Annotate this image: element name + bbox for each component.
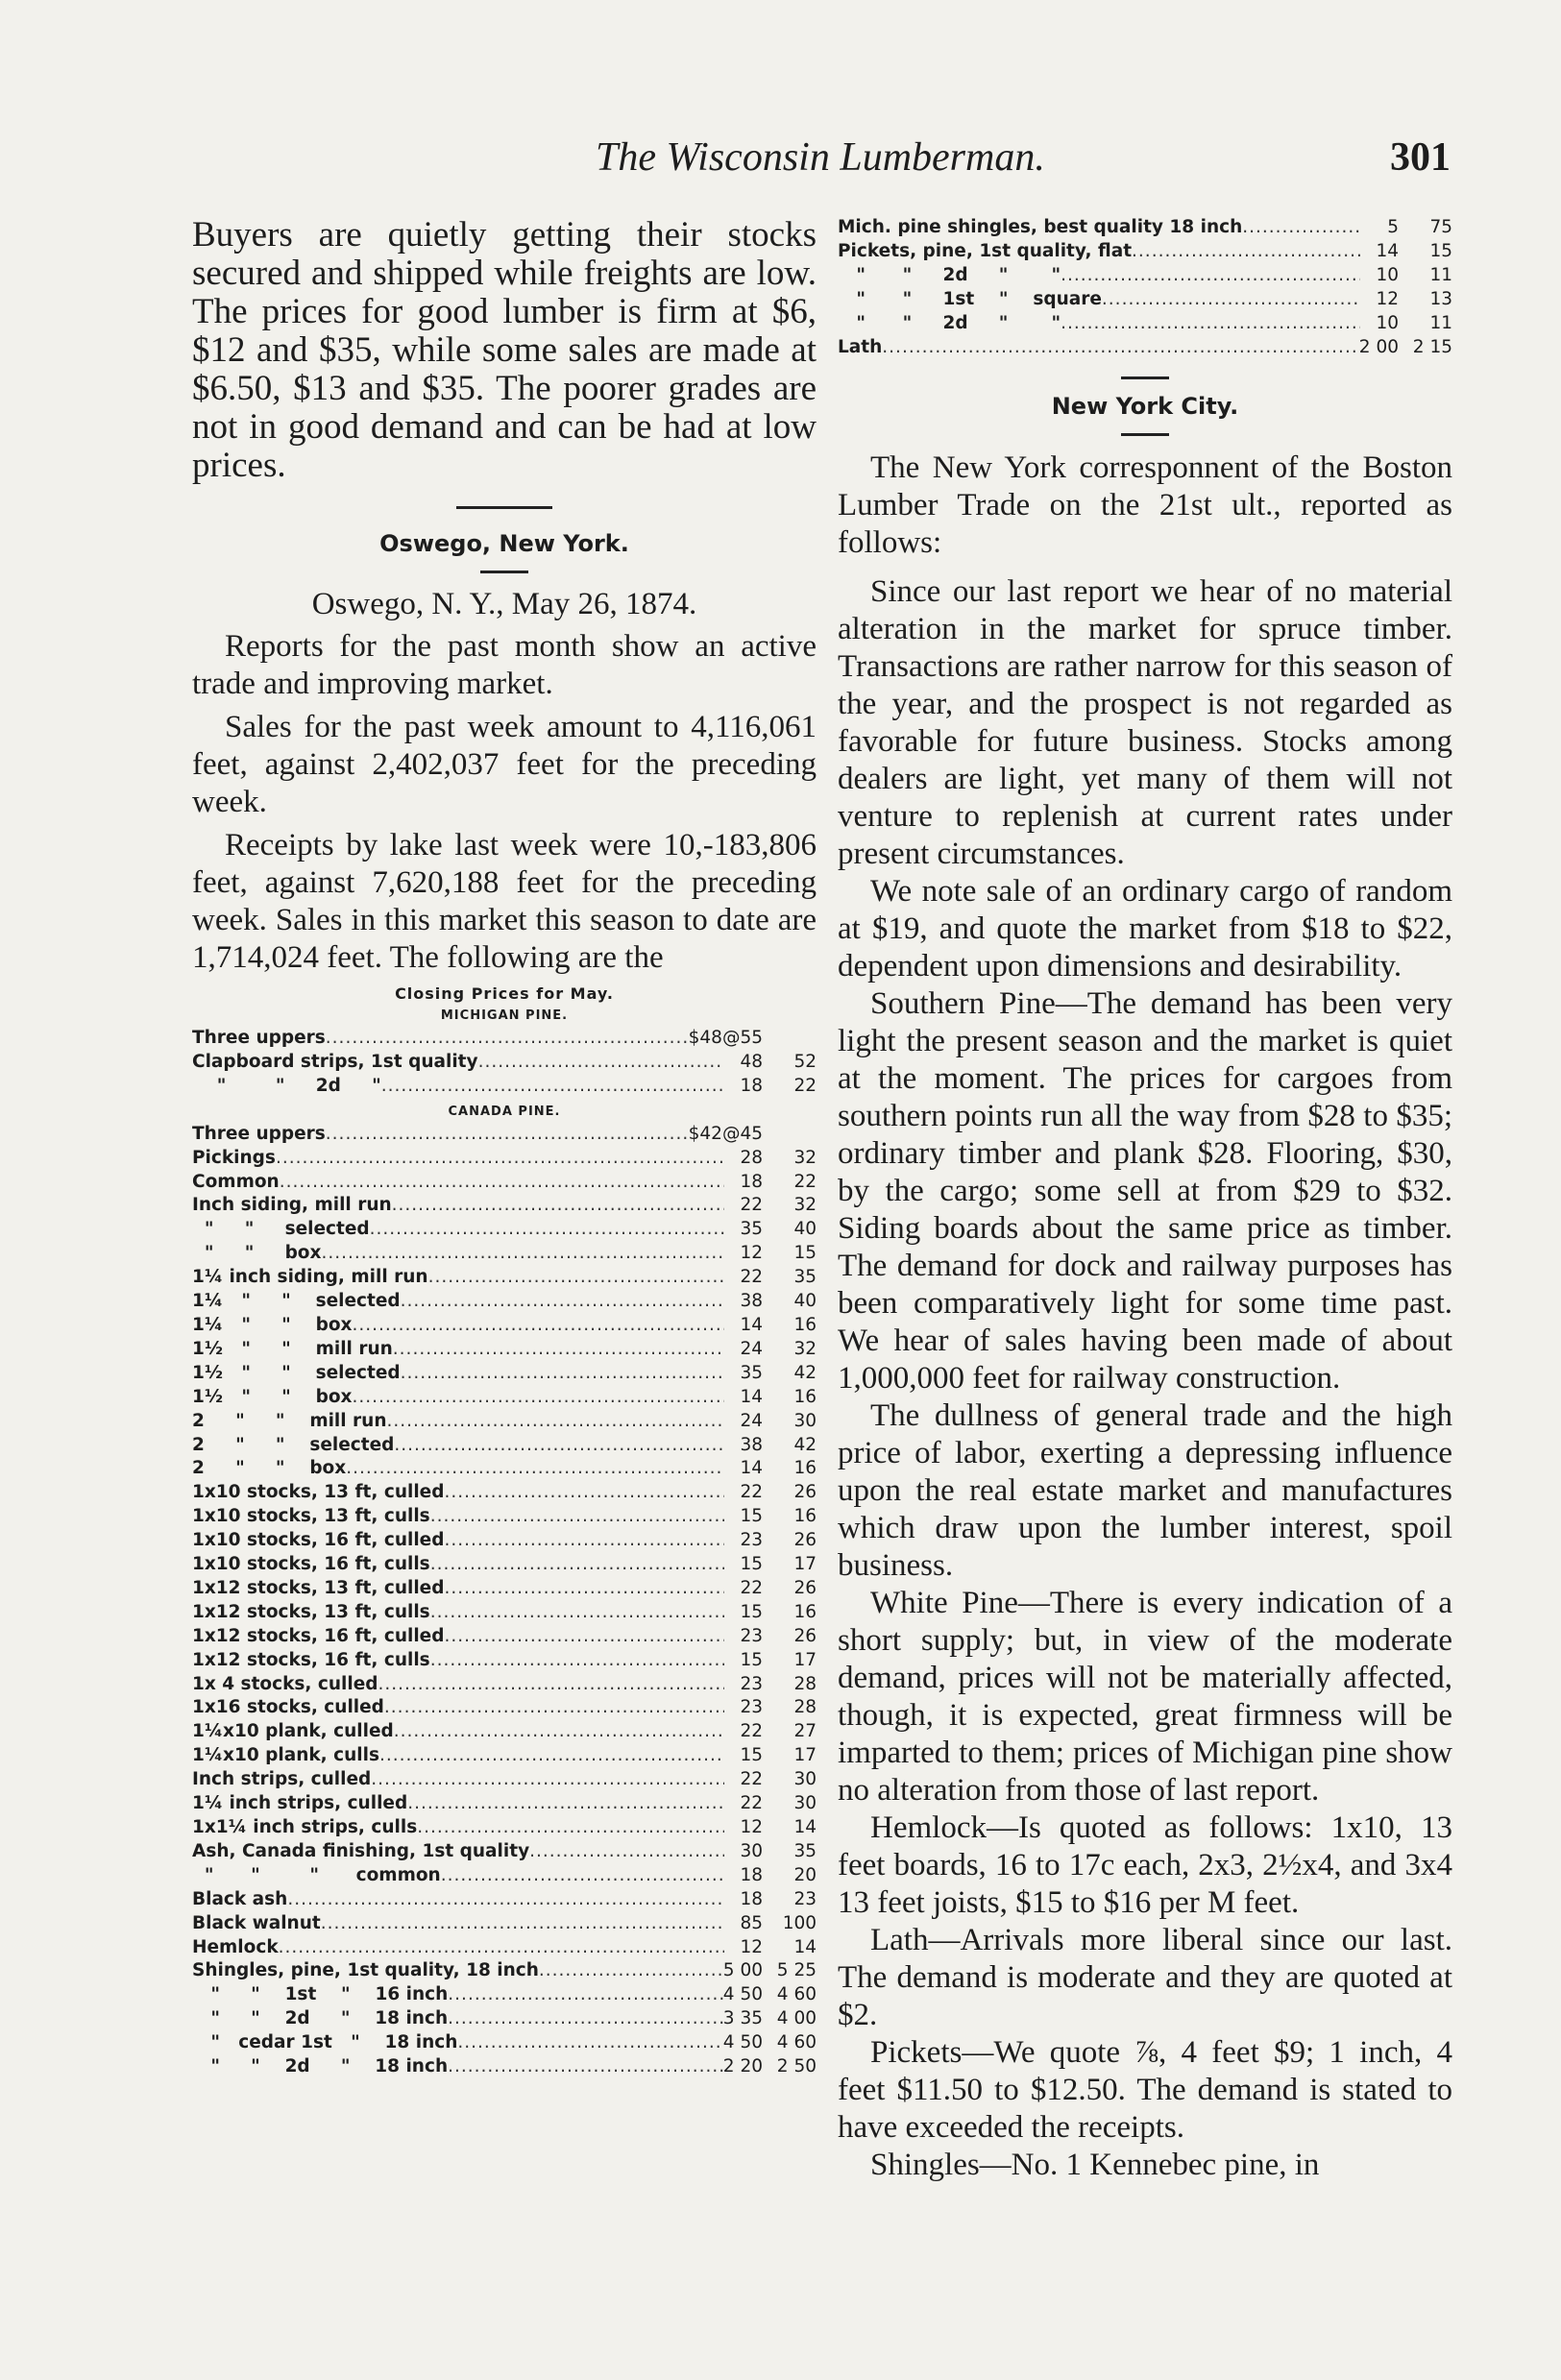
- leader-dots: [882, 336, 1359, 360]
- leader-dots: [1061, 312, 1360, 336]
- leader-dots: [326, 1027, 689, 1051]
- running-title: The Wisconsin Lumberman.: [596, 135, 1045, 180]
- price-item-label: Black walnut: [192, 1912, 321, 1933]
- price-item-label: Pickings: [192, 1147, 276, 1168]
- leader-dots: [539, 1959, 723, 1983]
- heading-divider: [1121, 433, 1169, 436]
- price-high: 26: [793, 1577, 817, 1598]
- price-item-label: 2 " " box: [192, 1458, 347, 1479]
- section-heading-oswego: Oswego, New York.: [379, 530, 629, 557]
- price-high: 40: [793, 1291, 817, 1312]
- price-high: 16: [793, 1386, 817, 1407]
- paragraph: Receipts by lake last week were 10,-183,806 feet, against 7,620,188 feet for the preceding week. Sales in this market this season to date are 1,714,024 feet. The following are the: [192, 828, 817, 975]
- price-item-label: 1x10 stocks, 16 ft, culls: [192, 1554, 430, 1575]
- price-row: [192, 1051, 817, 1075]
- price-item-label: " " box: [192, 1243, 322, 1264]
- price-low: 85: [740, 1912, 763, 1933]
- price-low: $42@45: [688, 1123, 763, 1144]
- leader-dots: [280, 1171, 724, 1195]
- price-high: 16: [793, 1601, 817, 1622]
- price-item-label: " " 2d " ": [838, 312, 1061, 333]
- price-item-label: 1x 4 stocks, culled: [192, 1673, 378, 1694]
- price-item-label: " " 1st " square: [838, 288, 1102, 309]
- price-item-label: 1¼x10 plank, culls: [192, 1745, 379, 1766]
- price-high: 16: [793, 1506, 817, 1527]
- dateline: Oswego, N. Y., May 26, 1874.: [311, 587, 697, 621]
- price-row: [192, 1888, 817, 1912]
- price-item-label: 1½ " " box: [192, 1386, 353, 1407]
- price-item-label: 1x10 stocks, 16 ft, culled: [192, 1530, 445, 1551]
- price-item-label: 1¼ inch siding, mill run: [192, 1267, 428, 1288]
- price-row: [192, 1529, 817, 1553]
- leader-dots: [352, 1386, 724, 1410]
- leader-dots: [384, 1696, 724, 1720]
- price-row: [192, 1266, 817, 1290]
- price-row: [192, 1314, 817, 1338]
- price-low: 12: [1376, 288, 1399, 309]
- price-row: [192, 1027, 817, 1051]
- price-high: 42: [793, 1362, 817, 1383]
- price-low: 23: [740, 1530, 763, 1551]
- canada-pine-heading: CANADA PINE.: [448, 1104, 561, 1119]
- price-high: 14: [793, 1936, 817, 1957]
- price-low: 24: [740, 1338, 763, 1359]
- paragraph: Sales for the past week amount to 4,116,061 feet, against 2,402,037 feet for the preceding week.: [192, 710, 817, 819]
- leader-dots: [392, 1194, 724, 1218]
- leader-dots: [321, 1242, 724, 1266]
- leader-dots: [401, 1290, 724, 1314]
- price-row: [192, 1457, 817, 1481]
- price-item-label: 1¼ inch strips, culled: [192, 1793, 408, 1814]
- shingles-pickets-price-list: [838, 216, 1452, 359]
- price-row: [192, 1434, 817, 1458]
- price-row: [192, 1744, 817, 1768]
- leader-dots: [1061, 264, 1360, 288]
- price-low: 38: [740, 1291, 763, 1312]
- price-row: [192, 1218, 817, 1242]
- price-item-label: " " 2d " ": [838, 264, 1061, 285]
- leader-dots: [371, 1768, 724, 1792]
- price-low: 12: [740, 1936, 763, 1957]
- price-item-label: Inch siding, mill run: [192, 1195, 392, 1216]
- section-divider: [1121, 376, 1169, 379]
- price-item-label: Pickets, pine, 1st quality, flat: [838, 240, 1133, 261]
- price-low: 22: [740, 1577, 763, 1598]
- price-high: 4 60: [776, 1984, 817, 2005]
- price-row: [192, 2007, 817, 2031]
- price-row: [192, 1338, 817, 1362]
- price-high: 11: [1429, 264, 1452, 285]
- price-high: 52: [793, 1051, 817, 1072]
- price-item-label: " " selected: [192, 1219, 370, 1240]
- price-high: 4 00: [776, 2008, 817, 2029]
- price-row: [838, 336, 1452, 360]
- price-row: [192, 2055, 817, 2079]
- price-low: 14: [740, 1314, 763, 1335]
- price-high: 75: [1429, 217, 1452, 237]
- price-high: 30: [793, 1410, 817, 1431]
- price-low: 23: [740, 1697, 763, 1718]
- price-high: 27: [793, 1721, 817, 1742]
- price-low: 14: [740, 1386, 763, 1407]
- price-high: 22: [793, 1075, 817, 1096]
- price-row: [192, 1123, 817, 1147]
- price-high: 16: [793, 1314, 817, 1335]
- price-low: 18: [740, 1171, 763, 1192]
- price-high: 2 15: [1412, 336, 1452, 357]
- price-low: $48@55: [688, 1028, 763, 1048]
- leader-dots: [394, 1434, 724, 1458]
- price-item-label: Clapboard strips, 1st quality: [192, 1051, 478, 1072]
- price-row: [192, 1625, 817, 1649]
- leader-dots: [444, 1481, 724, 1505]
- paragraph: Pickets—We quote ⅞, 4 feet $9; 1 inch, 4 feet $11.50 to $12.50. The demand is stated to have exceeded the receipts.: [838, 2035, 1452, 2146]
- price-item-label: Three uppers: [192, 1028, 326, 1048]
- leader-dots: [448, 2055, 723, 2079]
- leader-dots: [276, 1147, 724, 1171]
- price-high: 40: [793, 1219, 817, 1240]
- price-high: 28: [793, 1697, 817, 1718]
- leader-dots: [326, 1123, 689, 1147]
- price-low: 15: [740, 1601, 763, 1622]
- price-low: 23: [740, 1673, 763, 1694]
- price-row: [192, 1912, 817, 1936]
- price-high: 15: [1429, 240, 1452, 261]
- price-row: [192, 1505, 817, 1529]
- canada-price-list: [192, 1123, 817, 2079]
- leader-dots: [478, 1051, 724, 1075]
- leader-dots: [444, 1625, 724, 1649]
- price-high: 13: [1429, 288, 1452, 309]
- price-row: [192, 1983, 817, 2007]
- price-item-label: 2 " " selected: [192, 1434, 395, 1455]
- price-item-label: 1x10 stocks, 13 ft, culled: [192, 1482, 445, 1503]
- price-high: 14: [793, 1817, 817, 1837]
- price-low: 14: [1376, 240, 1399, 261]
- price-item-label: 1x16 stocks, culled: [192, 1697, 384, 1718]
- price-low: 5: [1387, 217, 1399, 237]
- price-low: 4 50: [722, 1984, 763, 2005]
- price-row: [192, 1936, 817, 1960]
- leader-dots: [279, 1936, 724, 1960]
- price-row: [192, 1816, 817, 1840]
- price-high: 35: [793, 1840, 817, 1861]
- price-row: [192, 1959, 817, 1983]
- price-item-label: Hemlock: [192, 1936, 279, 1957]
- price-row: [192, 1601, 817, 1625]
- price-row: [192, 1673, 817, 1697]
- price-table-title: Closing Prices for May.: [395, 984, 614, 1003]
- price-item-label: " " 1st " 16 inch: [192, 1984, 449, 2005]
- leader-dots: [287, 1888, 724, 1912]
- leader-dots: [444, 1577, 724, 1601]
- price-low: 23: [740, 1625, 763, 1646]
- new-york-report: [838, 573, 1452, 2184]
- price-row: [192, 1553, 817, 1577]
- price-low: 22: [740, 1482, 763, 1503]
- heading-divider: [480, 571, 528, 573]
- leader-dots: [428, 1266, 724, 1290]
- price-high: 16: [793, 1458, 817, 1479]
- price-item-label: " " 2d " 18 inch: [192, 2056, 449, 2077]
- right-column: [838, 216, 1452, 2184]
- leader-dots: [352, 1314, 724, 1338]
- price-low: 12: [740, 1243, 763, 1264]
- leader-dots: [417, 1816, 724, 1840]
- price-row: [838, 240, 1452, 264]
- price-high: 32: [793, 1147, 817, 1168]
- price-item-label: Three uppers: [192, 1123, 326, 1144]
- price-low: 14: [740, 1458, 763, 1479]
- intro-paragraph: Buyers are quietly getting their stocks secured and shipped while freights are low. The prices for good lumber is firm at $6, $12 and $35, while some sales are made at $6.50, $13 and $35. The poorer grades are not in good demand and can be had at low prices.: [192, 215, 817, 485]
- price-row: [192, 1768, 817, 1792]
- price-item-label: Shingles, pine, 1st quality, 18 inch: [192, 1960, 539, 1981]
- price-item-label: 1¼ " " selected: [192, 1291, 401, 1312]
- price-high: 17: [793, 1554, 817, 1575]
- price-row: [192, 1649, 817, 1673]
- price-row: [192, 1362, 817, 1386]
- price-low: 24: [740, 1410, 763, 1431]
- price-item-label: 1x12 stocks, 13 ft, culled: [192, 1577, 445, 1598]
- price-low: 12: [740, 1817, 763, 1837]
- price-item-label: Mich. pine shingles, best quality 18 inch: [838, 217, 1243, 237]
- price-row: [192, 1410, 817, 1434]
- price-high: 23: [793, 1888, 817, 1909]
- price-low: 22: [740, 1769, 763, 1790]
- price-high: 26: [793, 1482, 817, 1503]
- paragraph: The New York corresponnent of the Boston Lumber Trade on the 21st ult., reported as follows:: [838, 450, 1452, 561]
- leader-dots: [1242, 216, 1360, 240]
- price-item-label: Inch strips, culled: [192, 1769, 372, 1790]
- paragraph: Hemlock—Is quoted as follows: 1x10, 13 feet boards, 16 to 17c each, 2x3, 2½x4, and 3x4 13 feet joists, $15 to $16 per M feet.: [838, 1810, 1452, 1921]
- price-low: 22: [740, 1267, 763, 1288]
- price-low: 15: [740, 1745, 763, 1766]
- price-row: [838, 312, 1452, 336]
- price-high: 17: [793, 1745, 817, 1766]
- price-low: 15: [740, 1506, 763, 1527]
- price-row: [838, 264, 1452, 288]
- leader-dots: [407, 1792, 724, 1816]
- leader-dots: [381, 1075, 724, 1099]
- leader-dots: [441, 1864, 724, 1888]
- price-item-label: " " 2d ": [192, 1075, 381, 1096]
- price-high: 2 50: [776, 2056, 817, 2077]
- section-divider: [456, 506, 552, 509]
- price-row: [192, 1242, 817, 1266]
- leader-dots: [529, 1840, 724, 1864]
- price-item-label: Black ash: [192, 1888, 288, 1909]
- price-low: 38: [740, 1434, 763, 1455]
- price-item-label: Ash, Canada finishing, 1st quality: [192, 1840, 530, 1861]
- price-low: 48: [740, 1051, 763, 1072]
- leader-dots: [448, 2007, 723, 2031]
- price-item-label: 1x10 stocks, 13 ft, culls: [192, 1506, 430, 1527]
- price-low: 2 20: [722, 2056, 763, 2077]
- price-low: 22: [740, 1721, 763, 1742]
- leader-dots: [1102, 288, 1360, 312]
- price-item-label: 1x12 stocks, 16 ft, culled: [192, 1625, 445, 1646]
- leader-dots: [444, 1529, 724, 1553]
- price-low: 22: [740, 1195, 763, 1216]
- price-item-label: Common: [192, 1171, 280, 1192]
- paragraph: Southern Pine—The demand has been very light the present season and the market is quiet at the moment. The prices for cargoes from southern points run all the way from $28 to $35; ordinary timber and plank $28. Flooring, $30, by the cargo; some sell at from $29 to $32. Siding boards about the same price as timber. The demand for dock and railway purposes has been comparatively light for some time past. We hear of sales having been made of about 1,000,000 feet for railway construction.: [838, 986, 1452, 1396]
- price-row: [192, 1171, 817, 1195]
- price-row: [192, 1481, 817, 1505]
- price-item-label: " cedar 1st " 18 inch: [192, 2032, 458, 2053]
- price-high: 26: [793, 1625, 817, 1646]
- price-item-label: 2 " " mill run: [192, 1410, 387, 1431]
- price-high: 35: [793, 1267, 817, 1288]
- price-high: 4 60: [776, 2032, 817, 2053]
- leader-dots: [346, 1457, 724, 1481]
- price-item-label: 1x12 stocks, 13 ft, culls: [192, 1601, 430, 1622]
- paragraph: Shingles—No. 1 Kennebec pine, in: [870, 2148, 1320, 2183]
- price-row: [192, 1290, 817, 1314]
- paragraph: Lath—Arrivals more liberal since our last. The demand is moderate and they are quoted at $2.: [838, 1923, 1452, 2033]
- price-item-label: 1¼x10 plank, culled: [192, 1721, 394, 1742]
- price-low: 5 00: [722, 1960, 763, 1981]
- paragraph: Since our last report we hear of no material alteration in the market for spruce timber. Transactions are rather narrow for this season of the year, and the prospect is not regarded as favorable for future business. Stocks among dealers are light, yet many of them will not venture to replenish at current rates under present circumstances.: [838, 574, 1452, 872]
- price-row: [192, 1792, 817, 1816]
- paragraph: We note sale of an ordinary cargo of random at $19, and quote the market from $18 to $22, dependent upon dimensions and desirability.: [838, 874, 1452, 984]
- price-high: 22: [793, 1171, 817, 1192]
- price-high: 32: [793, 1338, 817, 1359]
- price-high: 28: [793, 1673, 817, 1694]
- price-low: 10: [1376, 312, 1399, 333]
- price-low: 18: [740, 1075, 763, 1096]
- price-low: 35: [740, 1362, 763, 1383]
- leader-dots: [321, 1912, 724, 1936]
- leader-dots: [430, 1649, 724, 1673]
- price-low: 18: [740, 1888, 763, 1909]
- price-high: 26: [793, 1530, 817, 1551]
- leader-dots: [370, 1218, 724, 1242]
- paragraph: White Pine—There is every indication of a short supply; but, in view of the moderate demand, prices will not be materially affected, though, it is expected, great firmness will be imparted to them; prices of Michigan pine show no alteration from those of last report.: [838, 1586, 1452, 1809]
- leader-dots: [430, 1601, 724, 1625]
- price-low: 15: [740, 1649, 763, 1670]
- section-heading-new-york: New York City.: [1051, 393, 1239, 421]
- leader-dots: [430, 1553, 724, 1577]
- leader-dots: [378, 1673, 724, 1697]
- price-low: 15: [740, 1554, 763, 1575]
- price-item-label: 1x12 stocks, 16 ft, culls: [192, 1649, 430, 1670]
- price-item-label: Lath: [838, 336, 883, 357]
- leader-dots: [401, 1362, 724, 1386]
- page-header: [192, 134, 1460, 192]
- paragraph: The dullness of general trade and the high price of labor, exerting a depressing influence upon the real estate market and manufactures which draw upon the lumber interest, spoil business.: [838, 1398, 1452, 1584]
- price-low: 35: [740, 1219, 763, 1240]
- price-row: [192, 1386, 817, 1410]
- price-high: 17: [793, 1649, 817, 1670]
- price-row: [192, 1075, 817, 1099]
- price-low: 10: [1376, 264, 1399, 285]
- price-high: 42: [793, 1434, 817, 1455]
- price-item-label: " " 2d " 18 inch: [192, 2008, 449, 2029]
- price-row: [838, 288, 1452, 312]
- price-high: 30: [793, 1793, 817, 1814]
- left-column: [192, 216, 817, 2079]
- leader-dots: [448, 1983, 723, 2007]
- price-row: [192, 1696, 817, 1720]
- price-high: 11: [1429, 312, 1452, 333]
- price-high: 5 25: [776, 1960, 817, 1981]
- price-low: 4 50: [722, 2032, 763, 2053]
- price-row: [192, 1577, 817, 1601]
- price-item-label: " " " common: [192, 1864, 441, 1885]
- price-low: 18: [740, 1864, 763, 1885]
- price-high: 20: [793, 1864, 817, 1885]
- price-low: 30: [740, 1840, 763, 1861]
- price-low: 3 35: [722, 2008, 763, 2029]
- price-high: 15: [793, 1243, 817, 1264]
- leader-dots: [394, 1720, 724, 1744]
- price-low: 28: [740, 1147, 763, 1168]
- leader-dots: [457, 2031, 722, 2055]
- price-row: [838, 216, 1452, 240]
- leader-dots: [387, 1410, 724, 1434]
- price-item-label: 1¼ " " box: [192, 1314, 353, 1335]
- price-row: [192, 1864, 817, 1888]
- price-row: [192, 1194, 817, 1218]
- price-low: 22: [740, 1793, 763, 1814]
- price-row: [192, 2031, 817, 2055]
- price-low: 2 00: [1358, 336, 1399, 357]
- leader-dots: [393, 1338, 724, 1362]
- leader-dots: [1132, 240, 1360, 264]
- paragraph: Reports for the past month show an active trade and improving market.: [192, 629, 817, 701]
- price-item-label: 1½ " " mill run: [192, 1338, 393, 1359]
- page-number: 301: [1390, 135, 1451, 180]
- leader-dots: [379, 1744, 724, 1768]
- price-item-label: 1½ " " selected: [192, 1362, 401, 1383]
- michigan-price-list: [192, 1027, 817, 1099]
- price-high: 100: [782, 1912, 817, 1933]
- price-high: 30: [793, 1769, 817, 1790]
- price-high: 32: [793, 1195, 817, 1216]
- price-row: [192, 1720, 817, 1744]
- michigan-pine-heading: MICHIGAN PINE.: [440, 1008, 569, 1023]
- price-item-label: 1x1¼ inch strips, culls: [192, 1817, 418, 1837]
- leader-dots: [430, 1505, 724, 1529]
- price-row: [192, 1840, 817, 1864]
- price-row: [192, 1147, 817, 1171]
